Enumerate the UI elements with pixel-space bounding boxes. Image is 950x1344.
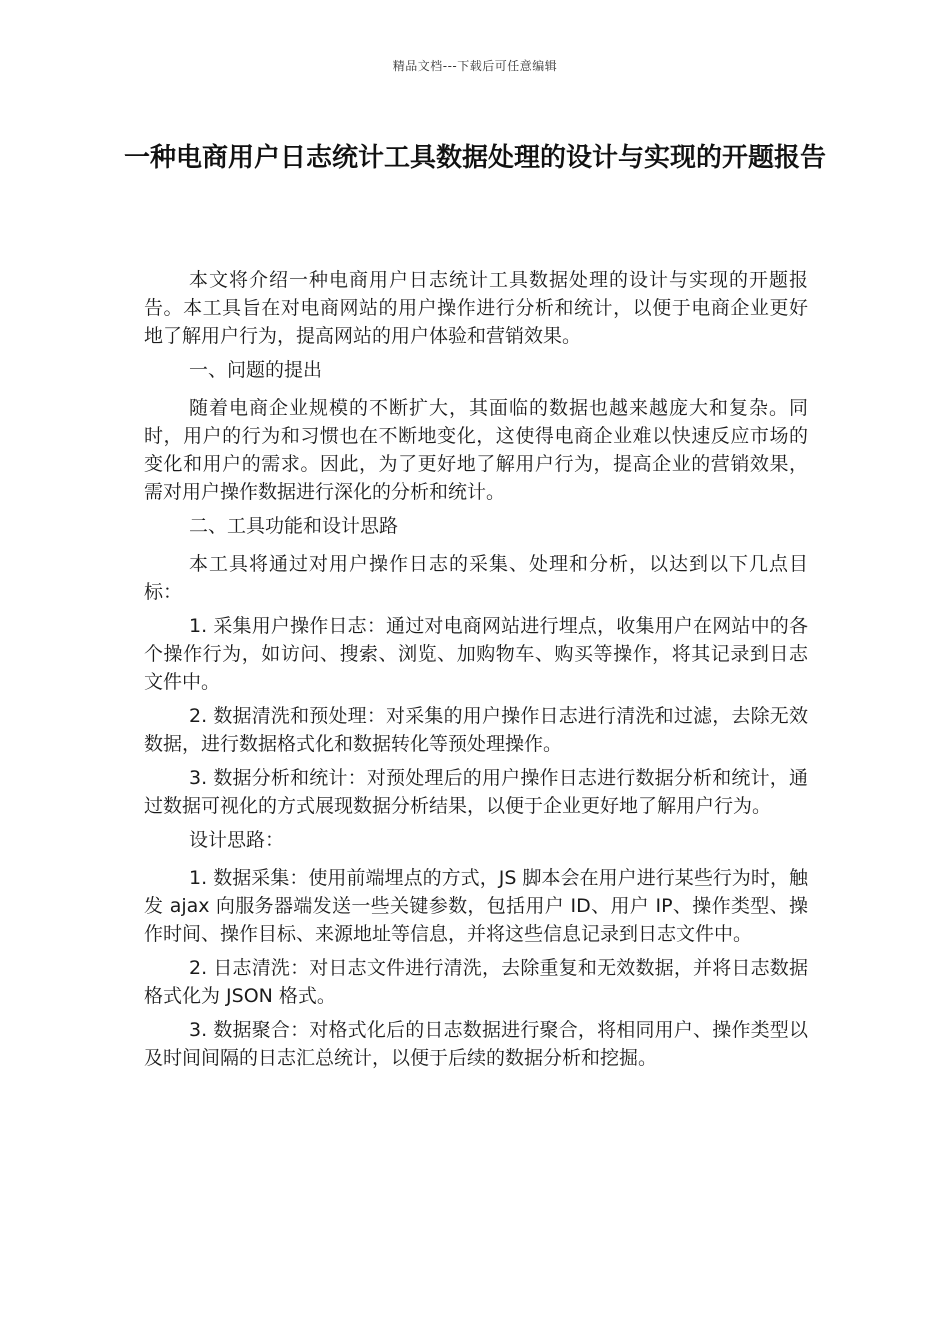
- design-item-3: 3. 数据聚合：对格式化后的日志数据进行聚合，将相同用户、操作类型以及时间间隔的日志汇总统计，以便于后续的数据分析和挖掘。: [144, 1019, 808, 1069]
- document-title: 一种电商用户日志统计工具数据处理的设计与实现的开题报告: [123, 143, 826, 173]
- section-heading-problem: 一、问题的提出: [189, 359, 323, 381]
- header-note: 精品文档---下载后可任意编辑: [392, 59, 558, 73]
- intro-paragraph: 本文将介绍一种电商用户日志统计工具数据处理的设计与实现的开题报告。本工具旨在对电商网站的用户操作进行分析和统计，以便于电商企业更好地了解用户行为，提高网站的用户体验和营销效果。: [144, 269, 808, 347]
- design-approach-heading: 设计思路：: [189, 829, 285, 851]
- goals-intro-paragraph: 本工具将通过对用户操作日志的采集、处理和分析，以达到以下几点目标：: [144, 553, 808, 603]
- goal-item-2: 2. 数据清洗和预处理：对采集的用户操作日志进行清洗和过滤，去除无效数据，进行数据格式化和数据转化等预处理操作。: [144, 705, 808, 755]
- goal-item-3: 3. 数据分析和统计：对预处理后的用户操作日志进行数据分析和统计，通过数据可视化的方式展现数据分析结果，以便于企业更好地了解用户行为。: [144, 767, 808, 817]
- design-item-1: 1. 数据采集：使用前端埋点的方式，JS 脚本会在用户进行某些行为时，触发 ajax 向服务器端发送一些关键参数，包括用户 ID、用户 IP、操作类型、操作时间、操作目标、来源地址等信息，并将这些信息记录到日志文件中。: [144, 867, 808, 945]
- section-heading-functions: 二、工具功能和设计思路: [189, 515, 399, 537]
- problem-paragraph: 随着电商企业规模的不断扩大，其面临的数据也越来越庞大和复杂。同时，用户的行为和习惯也在不断地变化，这使得电商企业难以快速反应市场的变化和用户的需求。因此，为了更好地了解用户行为，提高企业的营销效果，需对用户操作数据进行深化的分析和统计。: [144, 397, 808, 503]
- document-body: [144, 266, 808, 1078]
- goal-item-1: 1. 采集用户操作日志：通过对电商网站进行埋点，收集用户在网站中的各个操作行为，如访问、搜索、浏览、加购物车、购买等操作，将其记录到日志文件中。: [144, 615, 808, 693]
- design-item-2: 2. 日志清洗：对日志文件进行清洗，去除重复和无效数据，并将日志数据格式化为 JSON 格式。: [144, 957, 808, 1007]
